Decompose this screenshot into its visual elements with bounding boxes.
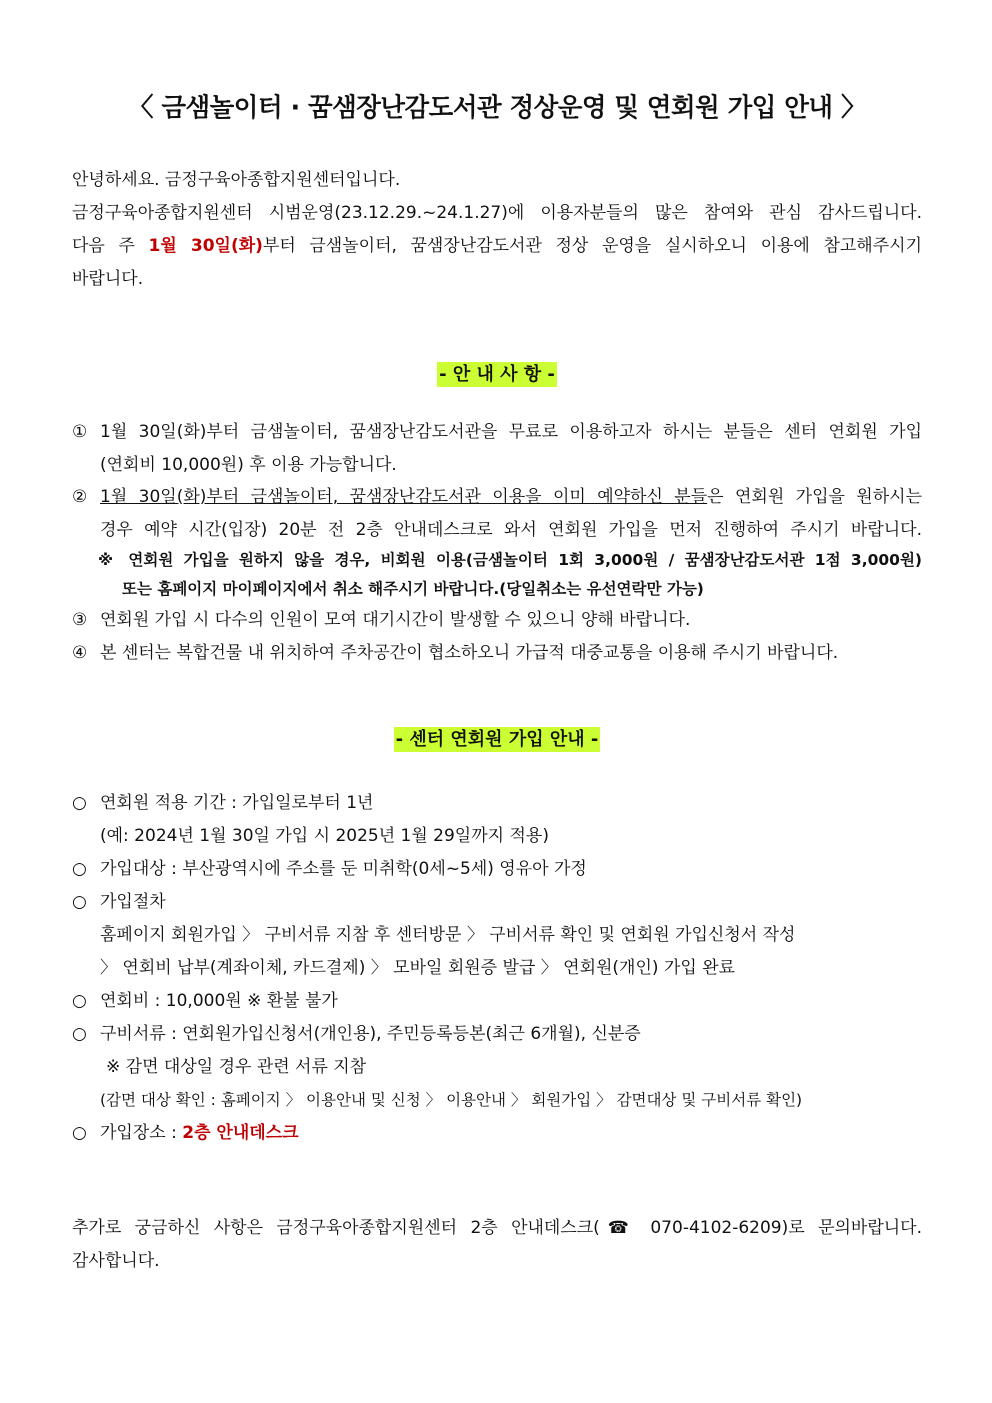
circled-number-3: ③: [72, 610, 88, 630]
bullet-circle: ○: [72, 793, 87, 813]
notice-list: [72, 416, 922, 669]
non-member-note-line2: 또는 홈페이지 마이페이지에서 취소 해주시기 바랍니다.(당일취소는 유선연락만 가능): [122, 580, 704, 598]
intro-schedule: [72, 230, 922, 263]
membership-fee: [72, 985, 922, 1018]
notice-item-2-rest: 은 연회원 가입을 원하시는: [707, 487, 922, 507]
membership-period-line1: 연회원 적용 기간 : 가입일로부터 1년: [100, 793, 374, 813]
intro-schedule-date: 1월 30일(화): [148, 236, 263, 256]
non-member-note: [72, 546, 922, 604]
non-member-note-line1: ※ 연회원 가입을 원하지 않을 경우, 비회원 이용(금샘놀이터 1회 3,000원 / 꿈샘장난감도서관 1점 3,000원): [98, 551, 922, 569]
membership-list: [72, 787, 922, 1150]
membership-documents-line1: 구비서류 : 연회원가입신청서(개인용), 주민등록등본(최근 6개월), 신분증: [100, 1024, 641, 1044]
bullet-circle: ○: [72, 892, 87, 912]
notice-item-1-line1: 1월 30일(화)부터 금샘놀이터, 꿈샘장난감도서관을 무료로 이용하고자 하시는 분들은 센터 연회원 가입: [100, 422, 922, 442]
membership-place-label: 가입장소 :: [100, 1123, 183, 1143]
membership-period: [72, 787, 922, 853]
notice-item-3-line1: 연회원 가입 시 다수의 인원이 모여 대기시간이 발생할 수 있으니 양해 바랍니다.: [100, 610, 691, 630]
notice-item-1-line2: (연회비 10,000원) 후 이용 가능합니다.: [100, 454, 397, 475]
circled-number-1: ①: [72, 422, 88, 442]
notice-heading-highlight: - 안 내 사 항 -: [439, 364, 555, 385]
membership-place-value: 2층 안내데스크: [182, 1123, 299, 1143]
notice-item-2: [72, 481, 922, 546]
footer-thanks: 감사합니다.: [72, 1251, 160, 1271]
membership-procedure-line2: 〉 연회비 납부(계좌이체, 카드결제) 〉 모바일 회원증 발급 〉 연회원(개인) 가입 완료: [100, 958, 736, 978]
membership-target-text: 가입대상 : 부산광역시에 주소를 둔 미취학(0세~5세) 영유아 가정: [100, 859, 587, 879]
bullet-circle: ○: [72, 1024, 87, 1044]
membership-procedure-label: 가입절차: [100, 892, 166, 912]
circled-number-2: ②: [72, 487, 88, 507]
membership-heading-highlight: - 센터 연회원 가입 안내 -: [395, 729, 599, 750]
membership-documents: [72, 1018, 922, 1117]
membership-procedure: [72, 886, 922, 985]
bullet-circle: ○: [72, 859, 87, 879]
intro-closing: 바랍니다.: [72, 269, 144, 289]
document-page: [72, 88, 922, 1278]
bullet-circle: ○: [72, 991, 87, 1011]
membership-documents-line2: ※ 감면 대상일 경우 관련 서류 지참: [106, 1057, 367, 1077]
membership-period-line2: (예: 2024년 1월 30일 가입 시 2025년 1월 29일까지 적용): [100, 826, 549, 846]
notice-item-2-line2: 경우 예약 시간(입장) 20분 전 2층 안내데스크로 와서 연회원 가입을 먼저 진행하여 주시기 바랍니다.: [100, 519, 922, 540]
intro-schedule-suffix: 부터 금샘놀이터, 꿈샘장난감도서관 정상 운영을 실시하오니 이용에 참고해주시기: [262, 236, 922, 256]
membership-place-text: [100, 1117, 922, 1150]
bullet-circle: ○: [72, 1123, 87, 1143]
circled-number-4: ④: [72, 642, 88, 663]
intro-schedule-prefix: 다음 주: [72, 236, 149, 256]
membership-fee-text: 연회비 : 10,000원 ※ 환불 불가: [100, 991, 338, 1011]
footer-contact: [72, 1212, 922, 1278]
notice-item-2-underlined: 1월 30일(화)부터 금샘놀이터, 꿈샘장난감도서관 이용을 이미 예약하신 분들: [100, 487, 708, 507]
footer-contact-line: 추가로 궁금하신 사항은 금정구육아종합지원센터 2층 안내데스크(☎ 070-4102-6209)로 문의바랍니다.: [72, 1218, 922, 1238]
page-title: 〈 금샘놀이터 · 꿈샘장난감도서관 정상운영 및 연회원 가입 안내 〉: [128, 93, 866, 123]
membership-place: [72, 1117, 922, 1150]
membership-documents-line3: (감면 대상 확인 : 홈페이지 〉 이용안내 및 신청 〉 이용안내 〉 회원가입 〉 감면대상 및 구비서류 확인): [100, 1091, 803, 1109]
notice-item-3: [72, 604, 922, 637]
membership-section-heading: [72, 725, 922, 751]
notice-item-4-line1: 본 센터는 복합건물 내 위치하여 주차공간이 협소하오니 가급적 대중교통을 이용해 주시기 바랍니다.: [100, 642, 839, 663]
intro-thanks: 금정구육아종합지원센터 시범운영(23.12.29.~24.1.27)에 이용자분들의 많은 참여와 관심 감사드립니다.: [72, 203, 922, 223]
notice-item-1: [72, 416, 922, 481]
notice-section-heading: [72, 360, 922, 386]
intro-paragraph: [72, 164, 922, 296]
notice-item-2-line1: [100, 481, 922, 514]
membership-procedure-line1: 홈페이지 회원가입 〉 구비서류 지참 후 센터방문 〉 구비서류 확인 및 연회원 가입신청서 작성: [100, 925, 796, 945]
intro-greeting: 안녕하세요. 금정구육아종합지원센터입니다.: [72, 170, 401, 190]
notice-item-4: [72, 637, 922, 670]
membership-target: [72, 853, 922, 886]
